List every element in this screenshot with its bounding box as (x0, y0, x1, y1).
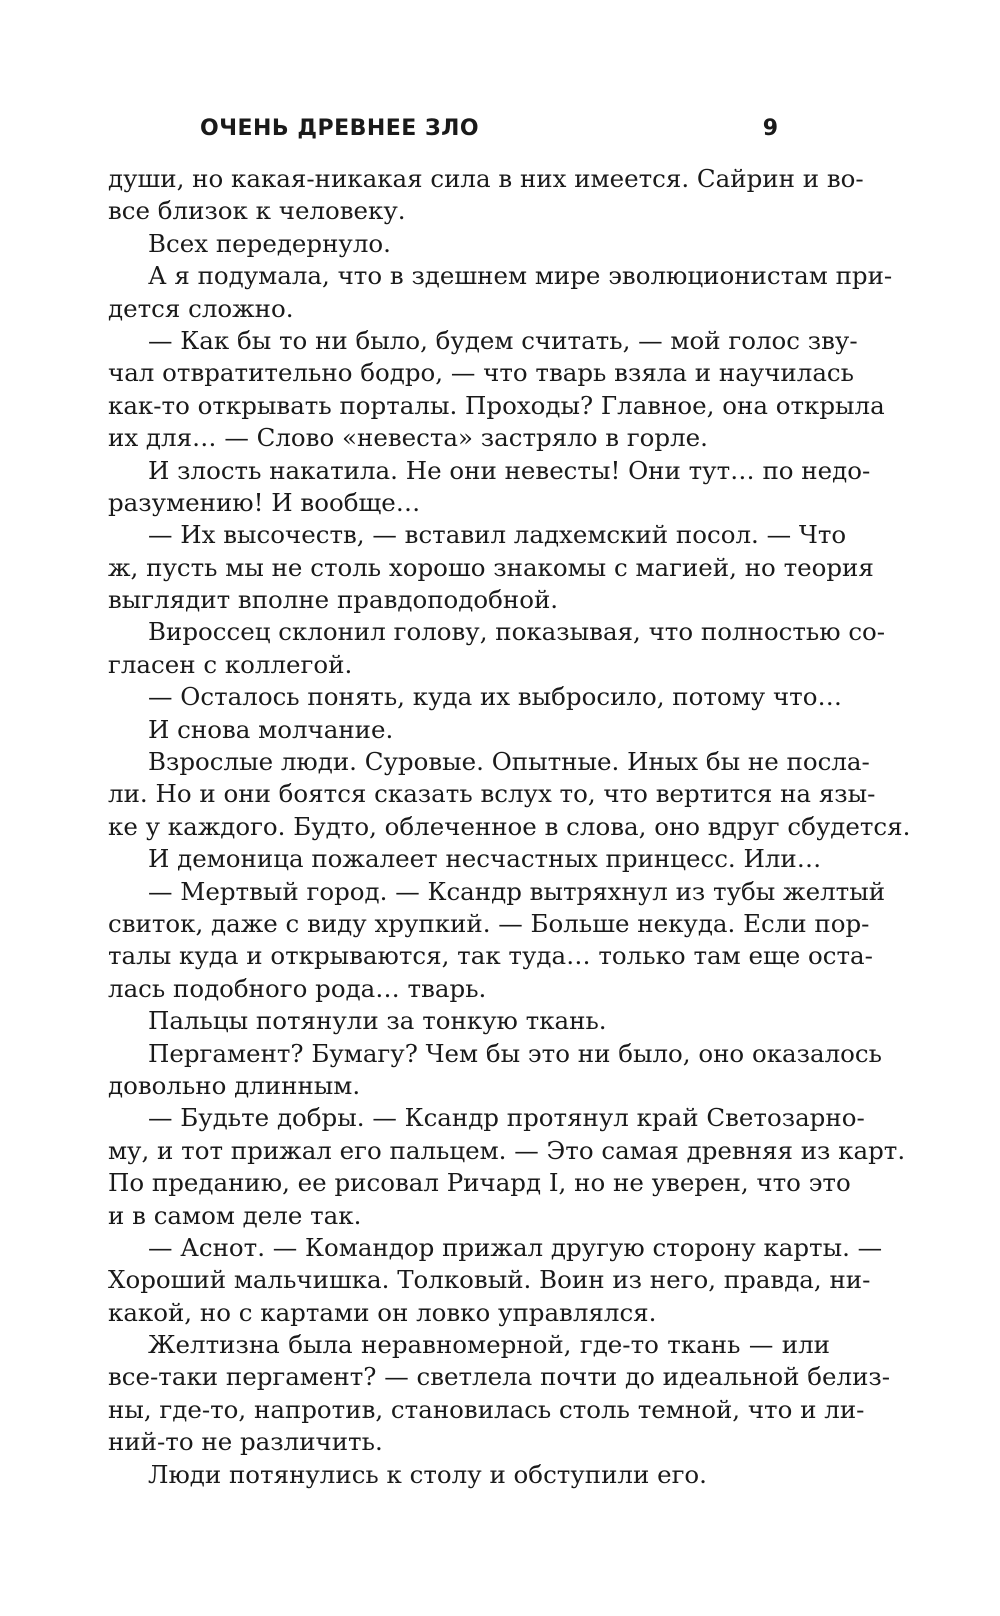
paragraph (108, 1329, 891, 1459)
paragraph (108, 163, 864, 228)
text-line: и в самом деле так. (108, 1200, 362, 1230)
text-line: ке у каждого. Будто, облеченное в слова, оно вдруг сбудется. (108, 811, 911, 841)
text-line: Всех передернуло. (148, 228, 391, 258)
text-line: — Как бы то ни было, будем считать, — мой голос зву- (148, 325, 858, 355)
paragraph (108, 714, 830, 746)
paragraph (108, 843, 830, 875)
text-line: Вироссец склонил голову, показывая, что полностью со- (148, 617, 886, 647)
text-line: ли. Но и они боятся сказать вслух то, что вертится на язы- (108, 779, 876, 809)
text-line: — Аснот. — Командор прижал другую сторону карты. — (148, 1232, 883, 1262)
text-line: все близок к человеку. (108, 196, 406, 226)
text-line: души, но какая-никакая сила в них имеется. Сайрин и во- (108, 164, 864, 193)
text-line: чал отвратительно бодро, — что тварь взяла и научилась (108, 358, 854, 388)
paragraph (108, 1459, 830, 1491)
paragraph (108, 325, 885, 455)
text-line: — Мертвый город. — Ксандр вытряхнул из тубы желтый (148, 876, 886, 906)
text-line: разумению! И вообще… (108, 487, 421, 517)
paragraph (108, 616, 886, 681)
text-line: ны, где-то, напротив, становилась столь темной, что и ли- (108, 1394, 865, 1424)
paragraph (108, 876, 886, 1006)
body-text (108, 163, 911, 1491)
text-line: По преданию, ее рисовал Ричард I, но не уверен, что это (108, 1168, 851, 1198)
text-line: — Их высочеств, — вставил ладхемский посол. — Что (148, 520, 847, 550)
running-header (200, 116, 778, 146)
paragraph (108, 1005, 830, 1037)
text-line: Хороший мальчишка. Толковый. Воин из него, правда, ни- (108, 1265, 871, 1295)
text-line: лась подобного рода… тварь. (108, 973, 487, 1003)
text-line: И демоница пожалеет несчастных принцесс. Или… (148, 844, 822, 874)
text-line: их для… — Слово «невеста» застряло в горле. (108, 423, 708, 453)
paragraph (108, 455, 871, 520)
text-line: Пальцы потянули за тонкую ткань. (148, 1006, 607, 1036)
paragraph (108, 228, 830, 260)
text-line: Желтизна была неравномерной, где-то ткань — или (148, 1330, 830, 1360)
text-line: все-таки пергамент? — светлела почти до идеальной белиз- (108, 1362, 891, 1392)
text-line: ж, пусть мы не столь хорошо знакомы с магией, но теория (108, 552, 874, 582)
paragraph (108, 1232, 883, 1329)
text-line: свиток, даже с виду хрупкий. — Больше некуда. Если пор- (108, 908, 870, 938)
text-line: как-то открывать порталы. Проходы? Главное, она открыла (108, 390, 885, 420)
text-line: Пергамент? Бумагу? Чем бы это ни было, оно оказалось (148, 1038, 882, 1068)
text-line: И злость накатила. Не они невесты! Они тут… по недо- (148, 455, 871, 485)
text-line: какой, но с картами он ловко управлялся. (108, 1297, 657, 1327)
text-line: гласен с коллегой. (108, 649, 353, 679)
text-line: талы куда и открываются, так туда… только там еще оста- (108, 941, 873, 971)
paragraph (108, 519, 874, 616)
text-line: ний-то не различить. (108, 1427, 383, 1457)
text-line: И снова молчание. (148, 714, 394, 744)
running-title: ОЧЕНЬ ДРЕВНЕЕ ЗЛО (200, 116, 480, 141)
text-line: дется сложно. (108, 293, 294, 323)
text-line: А я подумала, что в здешнем мире эволюционистам при- (148, 261, 893, 291)
text-line: му, и тот прижал его пальцем. — Это самая древняя из карт. (108, 1135, 906, 1165)
text-line: довольно длинным. (108, 1070, 361, 1100)
text-line: — Осталось понять, куда их выбросило, потому что… (148, 682, 842, 712)
text-line: Люди потянулись к столу и обступили его. (148, 1459, 707, 1489)
text-line: — Будьте добры. — Ксандр протянул край Светозарно- (148, 1103, 865, 1133)
paragraph (108, 746, 911, 843)
paragraph (108, 1102, 906, 1232)
text-line: выглядит вполне правдоподобной. (108, 585, 559, 615)
paragraph (108, 260, 893, 325)
text-line: Взрослые люди. Суровые. Опытные. Иных бы не посла- (148, 747, 870, 777)
page-number: 9 (762, 116, 778, 141)
paragraph (108, 681, 842, 713)
paragraph (108, 1038, 882, 1103)
